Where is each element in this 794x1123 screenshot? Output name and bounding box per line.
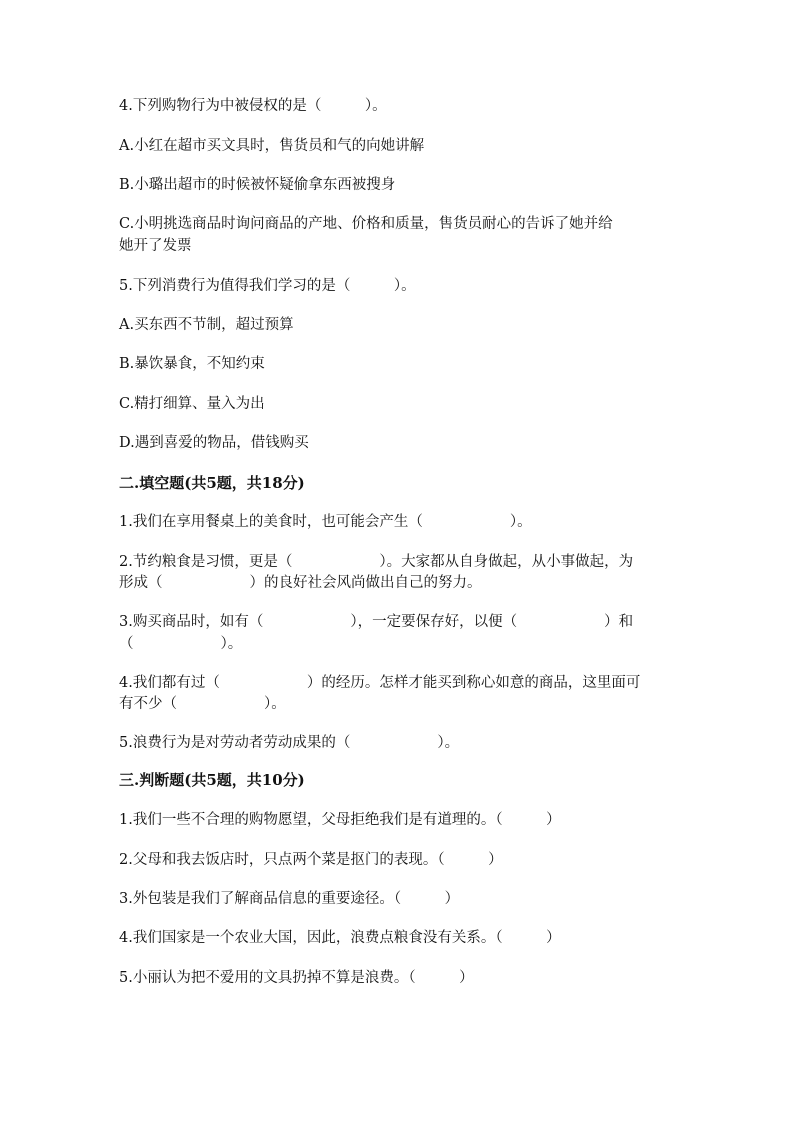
fill-question-4-line1: 4.我们都有过（ ）的经历。怎样才能买到称心如意的商品，这里面可 (119, 675, 641, 691)
fill-question-4-line2: 有不少（ ）。 (119, 696, 286, 712)
judge-question-3: 3.外包装是我们了解商品信息的重要途径。（ ） (119, 891, 460, 907)
question-5-option-d: D.遇到喜爱的物品，借钱购买 (119, 435, 309, 451)
question-5-option-b: B.暴饮暴食，不知约束 (119, 356, 265, 372)
judge-question-1: 1.我们一些不合理的购物愿望，父母拒绝我们是有道理的。（ ） (119, 812, 561, 828)
question-5-option-c: C.精打细算、量入为出 (119, 396, 265, 412)
question-4-option-a: A.小红在超市买文具时，售货员和气的向她讲解 (119, 138, 425, 154)
judge-question-2: 2.父母和我去饭店时，只点两个菜是抠门的表现。（ ） (119, 852, 503, 868)
question-4-option-c-line1: C.小明挑选商品时询问商品的产地、价格和质量，售货员耐心的告诉了她并给 (119, 216, 613, 232)
question-4-option-c-line2: 她开了发票 (119, 238, 192, 254)
fill-question-2-line2: 形成（ ）的良好社会风尚做出自己的努力。 (119, 575, 482, 591)
question-4: 4.下列购物行为中被侵权的是（ ）。 (119, 98, 387, 114)
fill-question-3-line1: 3.购买商品时，如有（ ），一定要保存好，以便（ ）和 (119, 614, 634, 630)
section-heading-fill-blank: 二.填空题(共5题，共18分) (119, 474, 305, 492)
judge-question-5: 5.小丽认为把不爱用的文具扔掉不算是浪费。（ ） (119, 970, 474, 986)
section-heading-true-false: 三.判断题(共5题，共10分) (119, 771, 305, 789)
fill-question-3-line2: （ ）。 (119, 636, 243, 652)
fill-question-5: 5.浪费行为是对劳动者劳动成果的（ ）。 (119, 735, 460, 751)
question-4-option-b: B.小璐出超市的时候被怀疑偷拿东西被搜身 (119, 177, 396, 193)
fill-question-2-line1: 2.节约粮食是习惯，更是（ ）。大家都从自身做起，从小事做起，为 (119, 554, 634, 570)
fill-question-1: 1.我们在享用餐桌上的美食时，也可能会产生（ ）。 (119, 514, 532, 530)
judge-question-4: 4.我们国家是一个农业大国，因此，浪费点粮食没有关系。（ ） (119, 930, 561, 946)
question-5-option-a: A.买东西不节制，超过预算 (119, 317, 294, 333)
question-5: 5.下列消费行为值得我们学习的是（ ）。 (119, 278, 416, 294)
